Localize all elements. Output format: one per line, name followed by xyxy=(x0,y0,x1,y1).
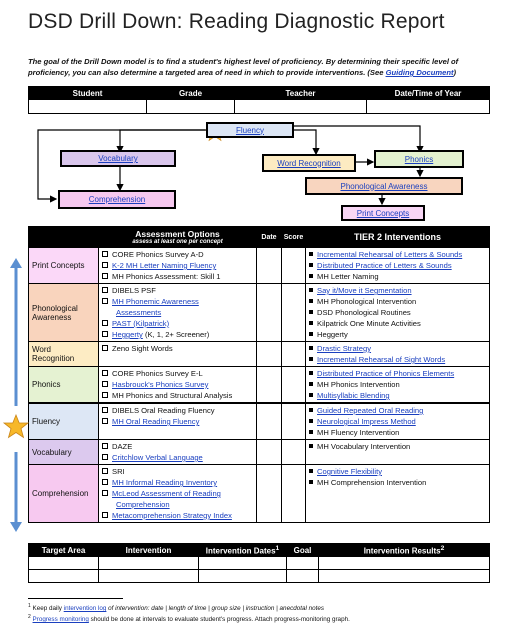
assessment-options-cell xyxy=(99,465,257,523)
intervention-link[interactable]: Cognitive Flexibility xyxy=(317,467,382,476)
score-cell[interactable] xyxy=(282,342,306,367)
intervention-log-link[interactable]: intervention log xyxy=(63,605,107,613)
intervention-item[interactable] xyxy=(309,390,486,401)
category-cell: Word Recognition xyxy=(29,342,99,367)
assessment-row xyxy=(29,248,490,284)
intervention-link[interactable]: Incremental Rehearsal of Letters & Sounds xyxy=(317,250,463,259)
intervention-link[interactable]: Say it/Move it Segmentation xyxy=(317,286,412,295)
checkbox-icon[interactable] xyxy=(102,381,108,387)
intervention-label: Intervention xyxy=(125,545,172,555)
intro-end: ) xyxy=(453,68,457,77)
assessment-row xyxy=(29,440,490,465)
assessment-option[interactable] xyxy=(102,416,253,427)
interventions-cell xyxy=(306,342,490,367)
comprehension-box[interactable] xyxy=(58,190,176,209)
assessment-row xyxy=(29,403,490,440)
phonics-box[interactable] xyxy=(374,150,464,168)
assessment-option[interactable] xyxy=(102,318,253,329)
assessment-options-cell xyxy=(99,342,257,367)
assessment-option[interactable] xyxy=(102,499,253,510)
checkbox-icon[interactable] xyxy=(102,479,108,485)
bullet-icon xyxy=(309,430,313,434)
print-concepts-box-label: Print Concepts xyxy=(356,208,410,218)
checkbox-icon[interactable] xyxy=(102,392,108,398)
bullet-icon xyxy=(309,371,313,375)
tracking-row xyxy=(29,557,490,570)
assessment-link[interactable]: Metacomprehension Strategy Index xyxy=(112,511,232,520)
assessment-link[interactable]: Heggerty xyxy=(112,330,143,339)
phonological-awareness-box[interactable] xyxy=(305,177,463,195)
goal-cell[interactable] xyxy=(287,557,319,570)
assessment-link[interactable]: PAST (Kilpatrick) xyxy=(112,319,170,328)
score-cell[interactable] xyxy=(282,248,306,284)
assessment-label: SRI xyxy=(112,467,125,476)
intervention-label: MH Letter Naming xyxy=(317,272,379,281)
word-recognition-box-label: Word Recognition xyxy=(277,158,341,168)
fluency-box[interactable] xyxy=(206,122,294,138)
goal-cell[interactable] xyxy=(287,570,319,583)
intervention-cell[interactable] xyxy=(99,570,199,583)
goal-label: Goal xyxy=(293,545,312,555)
footnote-2-marker: 2 xyxy=(28,614,31,620)
intervention-item xyxy=(309,271,486,282)
target-area-header xyxy=(29,544,99,557)
guiding-document-link[interactable]: Guiding Document xyxy=(385,68,454,77)
bullet-icon xyxy=(309,274,313,278)
bullet-icon xyxy=(309,393,313,397)
bullet-icon xyxy=(309,382,313,386)
intervention-tracking-table xyxy=(28,543,490,583)
assessment-options-header xyxy=(99,227,257,248)
intervention-item xyxy=(309,307,486,318)
score-cell[interactable] xyxy=(282,284,306,342)
student-header: Student xyxy=(29,87,147,100)
intervention-item[interactable] xyxy=(309,285,486,296)
assessment-option[interactable] xyxy=(102,329,253,340)
phonics-box-label: Phonics xyxy=(404,154,434,164)
assessment-link[interactable]: Comprehension xyxy=(116,500,170,509)
intervention-label: MH Comprehension Intervention xyxy=(317,478,427,487)
intervention-item[interactable] xyxy=(309,368,486,379)
checkbox-icon[interactable] xyxy=(102,262,108,268)
assessment-option[interactable] xyxy=(102,296,253,307)
blank-header xyxy=(29,227,99,248)
checkbox-icon[interactable] xyxy=(102,287,108,293)
intervention-item xyxy=(309,296,486,307)
interventions-cell xyxy=(306,367,490,404)
assessment-option[interactable] xyxy=(102,441,253,452)
assessment-label: MH Phonics Assessment: Skill 1 xyxy=(112,272,221,281)
interventions-cell xyxy=(306,284,490,342)
intervention-link[interactable]: Distributed Practice of Letters & Sounds xyxy=(317,261,452,270)
checkbox-icon[interactable] xyxy=(102,320,108,326)
assessment-option[interactable] xyxy=(102,510,253,521)
intro-paragraph xyxy=(28,56,490,78)
bullet-icon xyxy=(309,310,313,314)
bullet-icon xyxy=(309,321,313,325)
category-cell: Phonics xyxy=(29,367,99,404)
bullet-icon xyxy=(309,408,313,412)
assessment-link[interactable]: MH Oral Reading Fluency xyxy=(112,417,200,426)
category-cell: Print Concepts xyxy=(29,248,99,284)
checkbox-icon[interactable] xyxy=(102,454,108,460)
date-cell[interactable] xyxy=(257,367,282,404)
intervention-item[interactable] xyxy=(309,343,486,354)
intervention-item[interactable] xyxy=(309,260,486,271)
category-cell: Fluency xyxy=(29,403,99,440)
assessment-table xyxy=(28,226,490,523)
footnote-1-marker: 1 xyxy=(28,603,31,609)
checkbox-icon[interactable] xyxy=(102,331,108,337)
intervention-item[interactable] xyxy=(309,466,486,477)
print-concepts-box[interactable] xyxy=(341,205,425,221)
intervention-results-header xyxy=(319,544,490,557)
teacher-header: Teacher xyxy=(235,87,367,100)
assessment-link[interactable]: Hasbrouck's Phonics Survey xyxy=(112,380,209,389)
category-cell: Vocabulary xyxy=(29,440,99,465)
footnote-1-pre: Keep daily xyxy=(30,605,64,613)
date-cell[interactable] xyxy=(367,100,490,114)
intervention-cell[interactable] xyxy=(99,557,199,570)
student-cell[interactable] xyxy=(29,100,147,114)
checkbox-icon[interactable] xyxy=(102,298,108,304)
intervention-item[interactable] xyxy=(309,416,486,427)
assessment-row xyxy=(29,465,490,523)
score-cell[interactable] xyxy=(282,367,306,404)
tracking-row xyxy=(29,570,490,583)
interventions-cell xyxy=(306,465,490,523)
intervention-label: MH Vocabulary Intervention xyxy=(317,442,411,451)
assessment-label: MH Phonics and Structural Analysis xyxy=(112,391,233,400)
results-cell[interactable] xyxy=(319,570,490,583)
down-arrow xyxy=(6,450,26,534)
intervention-item[interactable] xyxy=(309,249,486,260)
footnote-2 xyxy=(28,614,350,623)
assessment-options-cell xyxy=(99,248,257,284)
intervention-dates-label: Intervention Dates xyxy=(205,546,276,556)
intervention-item xyxy=(309,329,486,340)
target-area-cell[interactable] xyxy=(29,557,99,570)
assessment-option[interactable] xyxy=(102,466,253,477)
word-recognition-box[interactable] xyxy=(262,154,356,172)
progress-monitoring-link[interactable]: Progress monitoring xyxy=(32,616,89,624)
assessment-option[interactable] xyxy=(102,477,253,488)
intervention-item xyxy=(309,477,486,488)
assessment-link[interactable]: Critchlow Verbal Language xyxy=(112,453,203,462)
date-col-header: Date xyxy=(257,227,282,248)
date-cell[interactable] xyxy=(257,465,282,523)
vocabulary-box-label: Vocabulary xyxy=(98,154,138,163)
assessment-options-cell xyxy=(99,440,257,465)
assessment-option[interactable] xyxy=(102,249,253,260)
intervention-label: Kilpatrick One Minute Activities xyxy=(317,319,421,328)
assessment-option[interactable] xyxy=(102,271,253,282)
intervention-link[interactable]: Multisyllabic Blending xyxy=(317,391,390,400)
assessment-option[interactable] xyxy=(102,285,253,296)
assessment-row xyxy=(29,284,490,342)
assessment-link[interactable]: MH Phonemic Awareness xyxy=(112,297,199,306)
date-cell[interactable] xyxy=(257,342,282,367)
intervention-label: Heggerty xyxy=(317,330,348,339)
bullet-icon xyxy=(309,332,313,336)
intervention-label: MH Phonological Intervention xyxy=(317,297,417,306)
checkbox-icon[interactable] xyxy=(102,407,108,413)
checkbox-icon[interactable] xyxy=(102,273,108,279)
teacher-cell[interactable] xyxy=(235,100,367,114)
assessment-label: DIBELS PSF xyxy=(112,286,156,295)
assessment-options-subtitle: assess at least one per concept xyxy=(132,239,223,245)
score-cell[interactable] xyxy=(282,440,306,465)
assessment-options-cell xyxy=(99,284,257,342)
assessment-options-cell xyxy=(99,367,257,404)
bullet-icon xyxy=(309,299,313,303)
intervention-item xyxy=(309,427,486,438)
sup-1: 1 xyxy=(275,544,280,552)
score-col-header: Score xyxy=(282,227,306,248)
score-cell[interactable] xyxy=(282,403,306,440)
intervention-label: DSD Phonological Routines xyxy=(317,308,411,317)
date-cell[interactable] xyxy=(257,248,282,284)
assessment-link[interactable]: Assessments xyxy=(116,308,162,317)
assessment-label: Zeno Sight Words xyxy=(112,344,173,353)
date-cell[interactable] xyxy=(257,284,282,342)
tier2-header: TIER 2 Interventions xyxy=(306,227,490,248)
checkbox-icon[interactable] xyxy=(102,345,108,351)
intervention-item[interactable] xyxy=(309,405,486,416)
assessment-options-cell xyxy=(99,403,257,440)
assessment-option[interactable] xyxy=(102,488,253,499)
grade-cell[interactable] xyxy=(147,100,235,114)
grade-header: Grade xyxy=(147,87,235,100)
intervention-dates-header xyxy=(199,544,287,557)
score-cell[interactable] xyxy=(282,465,306,523)
intervention-link[interactable]: Drastic Strategy xyxy=(317,344,372,353)
assessment-option[interactable] xyxy=(102,307,253,318)
intervention-link[interactable]: Neurological Impress Method xyxy=(317,417,416,426)
intervention-label: MH Phonics Intervention xyxy=(317,380,400,389)
up-arrow xyxy=(6,258,26,408)
bullet-icon xyxy=(309,288,313,292)
checkbox-icon[interactable] xyxy=(102,418,108,424)
fluency-box-label: Fluency xyxy=(235,125,264,135)
bullet-icon xyxy=(309,252,313,256)
assessment-option[interactable] xyxy=(102,390,253,401)
footnote-1-post: of intervention: date | length of time | group size | instruction | anecdotal notes xyxy=(106,605,325,613)
assessment-row xyxy=(29,342,490,367)
intervention-results-label: Intervention Results xyxy=(363,546,441,556)
assessment-label: CORE Phonics Survey A-D xyxy=(112,250,204,259)
bullet-icon xyxy=(309,419,313,423)
footnote-1 xyxy=(28,603,324,612)
assessment-link[interactable]: MH Informal Reading Inventory xyxy=(112,478,218,487)
assessment-option[interactable] xyxy=(102,405,253,416)
interventions-cell xyxy=(306,248,490,284)
intervention-item xyxy=(309,318,486,329)
assessment-option[interactable] xyxy=(102,368,253,379)
vocabulary-box[interactable] xyxy=(60,150,176,167)
bullet-icon xyxy=(309,444,313,448)
date-cell[interactable] xyxy=(257,403,282,440)
target-area-label: Target Area xyxy=(41,545,86,555)
assessment-row xyxy=(29,367,490,404)
footnote-divider xyxy=(28,598,123,599)
category-cell: Comprehension xyxy=(29,465,99,523)
bullet-icon xyxy=(309,469,313,473)
dates-cell[interactable] xyxy=(199,570,287,583)
student-info-table xyxy=(28,86,490,114)
bullet-icon xyxy=(309,357,313,361)
assessment-options-title: Assessment Options xyxy=(135,229,220,239)
interventions-cell xyxy=(306,403,490,440)
comprehension-box-label: Comprehension xyxy=(88,195,146,204)
assessment-label: DIBELS Oral Reading Fluency xyxy=(112,406,215,415)
assessment-link[interactable]: McLeod Assessment of Reading xyxy=(112,489,221,498)
intervention-item xyxy=(309,441,486,452)
intervention-header xyxy=(99,544,199,557)
assessment-link[interactable]: K-2 MH Letter Naming Fluency xyxy=(112,261,217,270)
intervention-item[interactable] xyxy=(309,354,486,365)
bullet-icon xyxy=(309,346,313,350)
page-title: DSD Drill Down: Reading Diagnostic Report xyxy=(28,10,445,33)
bullet-icon xyxy=(309,263,313,267)
intervention-label: MH Fluency Intervention xyxy=(317,428,400,437)
dates-cell[interactable] xyxy=(199,557,287,570)
assessment-label: CORE Phonics Survey E-L xyxy=(112,369,203,378)
assessment-option[interactable] xyxy=(102,343,253,354)
results-cell[interactable] xyxy=(319,557,490,570)
date-header: Date/Time of Year xyxy=(367,87,490,100)
category-cell: Phonological Awareness xyxy=(29,284,99,342)
target-area-cell[interactable] xyxy=(29,570,99,583)
checkbox-icon[interactable] xyxy=(102,370,108,376)
date-cell[interactable] xyxy=(257,440,282,465)
assessment-label: DAZE xyxy=(112,442,133,451)
fluency-star-icon xyxy=(3,414,29,440)
checkbox-icon[interactable] xyxy=(102,443,108,449)
intervention-link[interactable]: Guided Repeated Oral Reading xyxy=(317,406,424,415)
intervention-item xyxy=(309,379,486,390)
assessment-suffix: (K, 1, 2+ Screener) xyxy=(142,330,210,339)
checkbox-icon[interactable] xyxy=(102,512,108,518)
checkbox-icon[interactable] xyxy=(102,251,108,257)
bullet-icon xyxy=(309,480,313,484)
intro-text: The goal of the Drill Down model is to find a student's highest level of proficiency. By determining their specific level of proficiency, you can also determine a targeted area of need in which to provide interventions. (See xyxy=(28,57,459,77)
intervention-link[interactable]: Incremental Rehearsal of Sight Words xyxy=(317,355,446,364)
goal-header xyxy=(287,544,319,557)
checkbox-icon[interactable] xyxy=(102,468,108,474)
assessment-option[interactable] xyxy=(102,379,253,390)
assessment-option[interactable] xyxy=(102,260,253,271)
assessment-option[interactable] xyxy=(102,452,253,463)
phonological-awareness-box-label: Phonological Awareness xyxy=(340,181,428,191)
intervention-link[interactable]: Distributed Practice of Phonics Elements xyxy=(317,369,455,378)
checkbox-icon[interactable] xyxy=(102,490,108,496)
sup-2: 2 xyxy=(440,544,445,552)
footnote-2-post: should be done at intervals to evaluate student's progress. Attach progress-monitoring graph. xyxy=(88,616,350,624)
interventions-cell xyxy=(306,440,490,465)
